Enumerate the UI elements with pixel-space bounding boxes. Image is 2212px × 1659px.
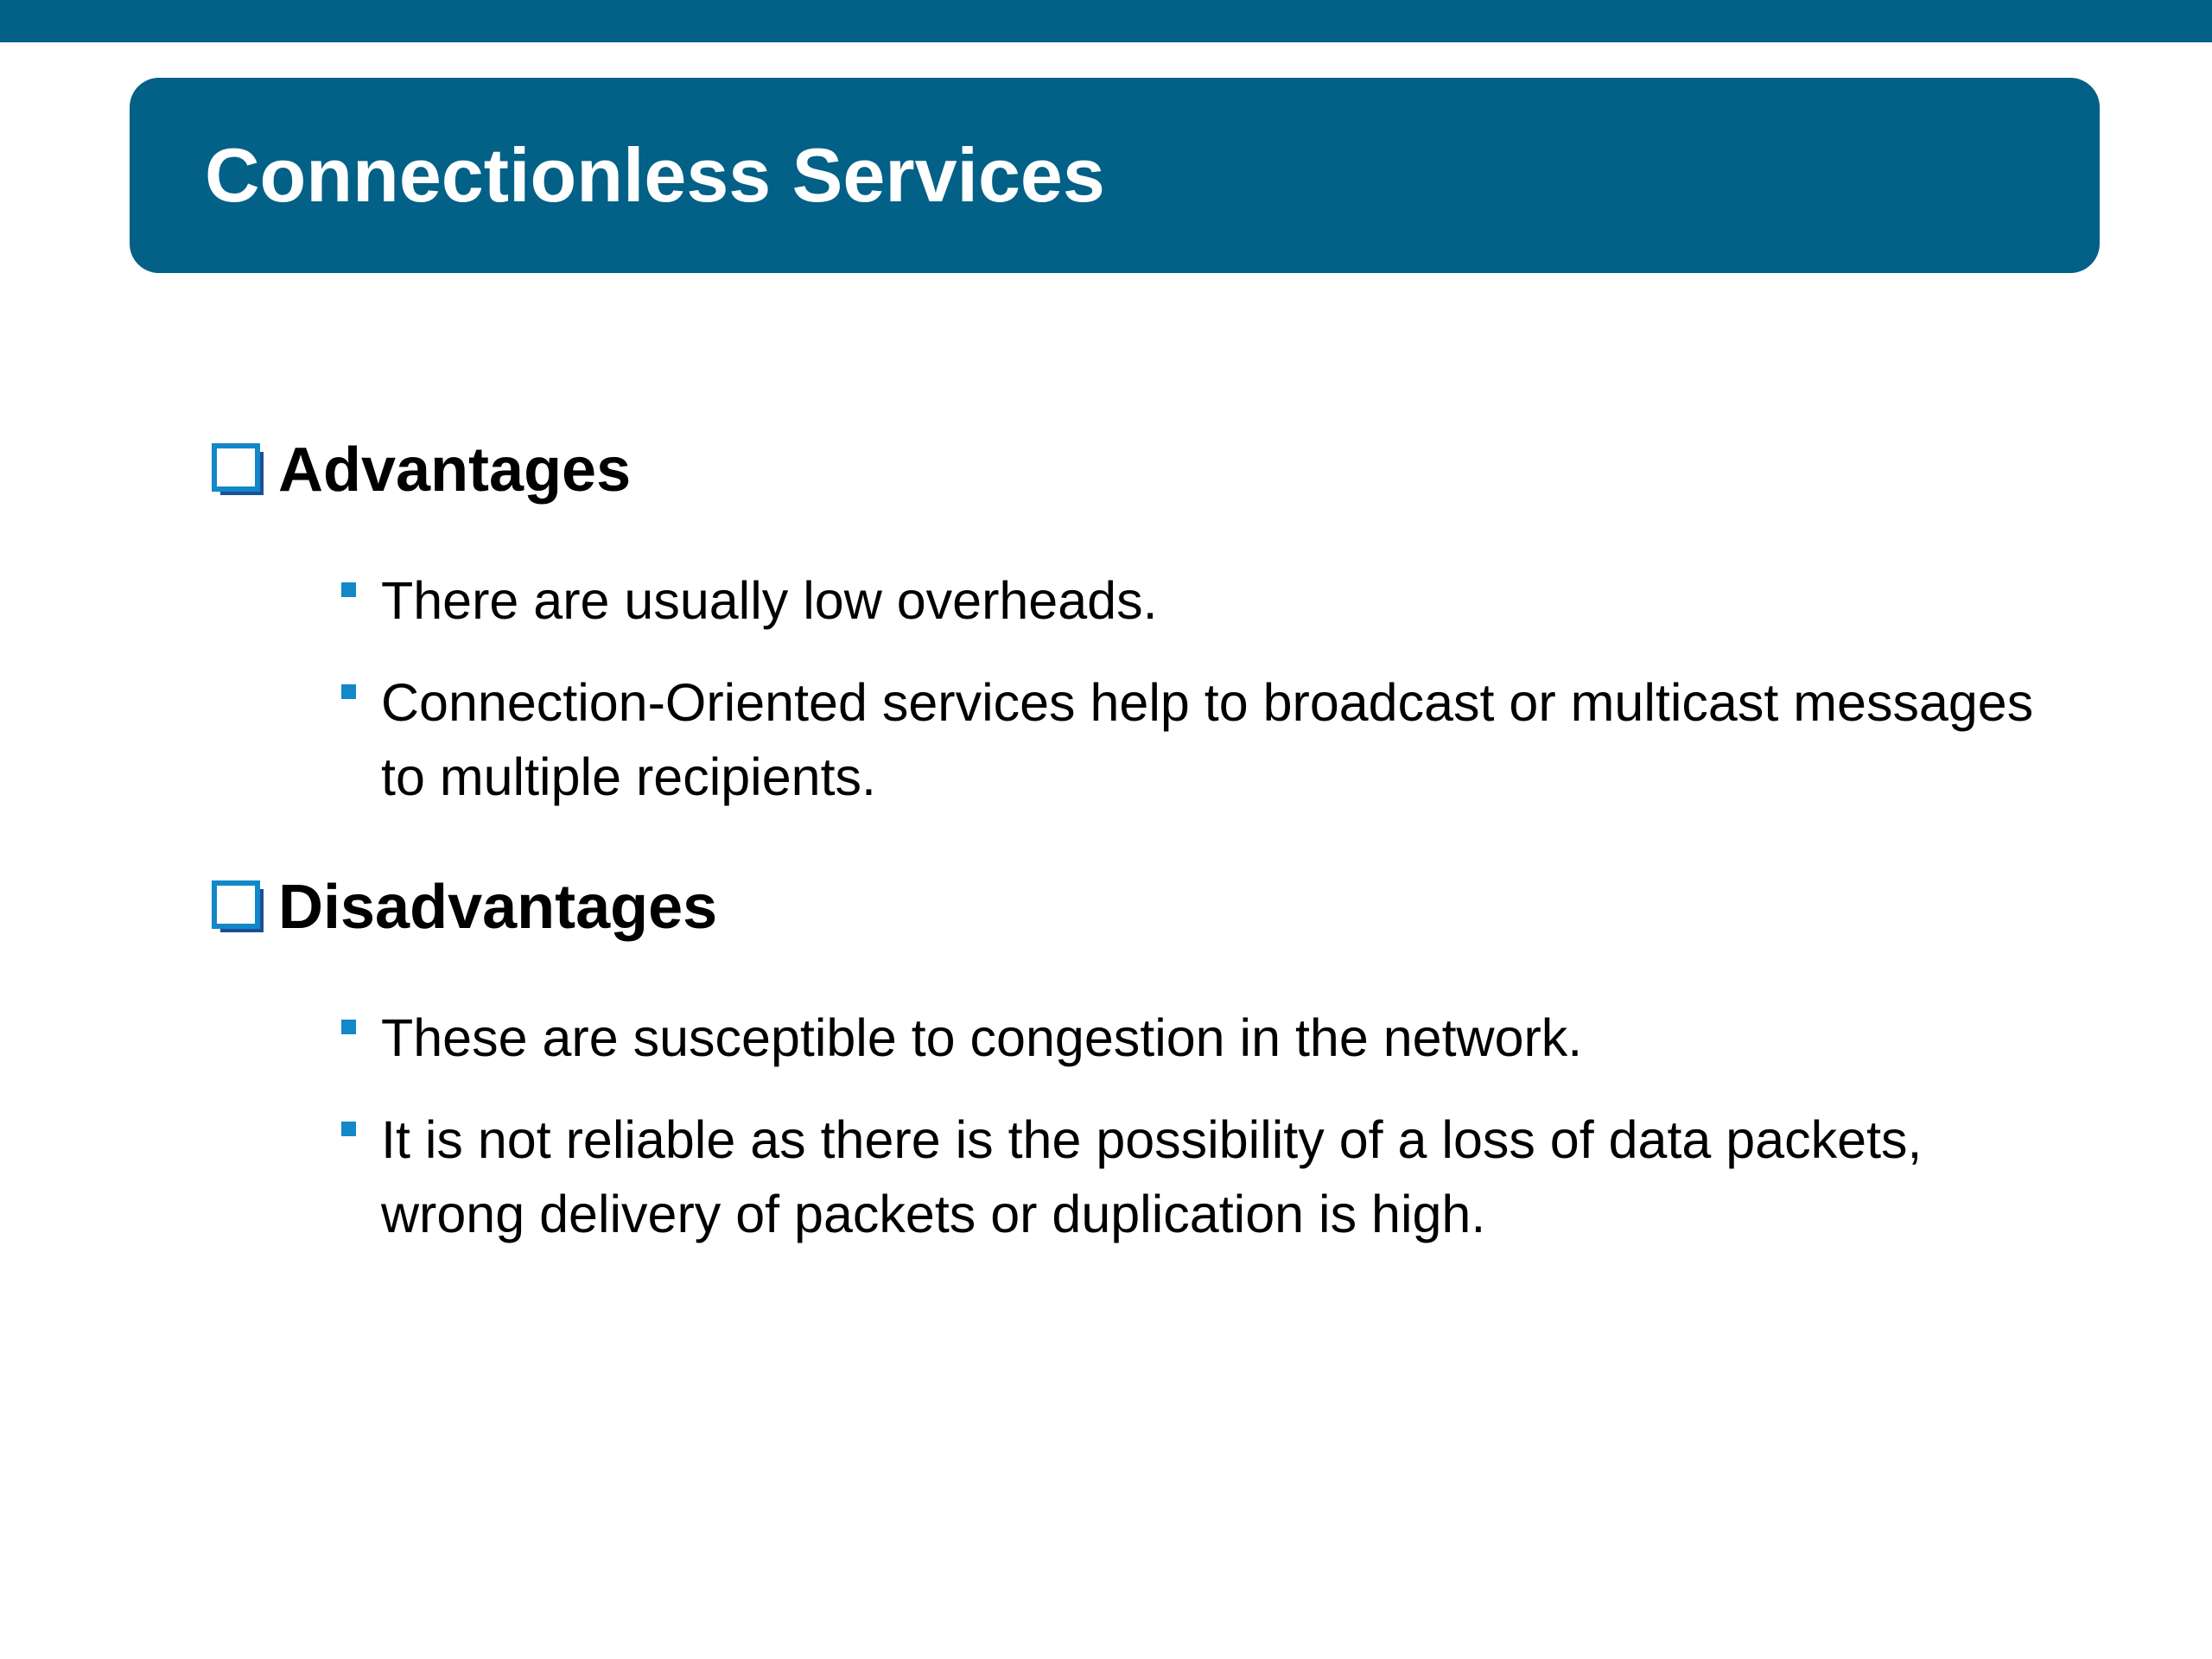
list-item <box>341 1103 2069 1251</box>
square-bullet-icon <box>341 1122 356 1136</box>
section-heading-text: Disadvantages <box>278 873 718 942</box>
disadvantages-heading <box>212 873 718 942</box>
checkbox-icon <box>212 880 266 935</box>
top-accent-bar <box>0 0 2212 42</box>
list-item-text: There are usually low overheads. <box>381 571 1158 630</box>
advantages-heading <box>212 435 632 505</box>
list-item <box>341 563 2069 638</box>
list-item-text: It is not reliable as there is the possibility of a loss of data packets, wrong delivery of packets or duplication is high. <box>381 1110 1923 1243</box>
list-item-text: These are susceptible to congestion in the network. <box>381 1008 1583 1067</box>
list-item <box>341 1001 2069 1075</box>
slide-title: Connectionless Services <box>205 132 1105 218</box>
list-item-text: Connection-Oriented services help to broadcast or multicast messages to multiple recipients. <box>381 673 2034 806</box>
square-bullet-icon <box>341 582 356 597</box>
section-heading-text: Advantages <box>278 435 632 505</box>
square-bullet-icon <box>341 1020 356 1034</box>
square-bullet-icon <box>341 684 356 699</box>
list-item <box>341 665 2069 814</box>
title-banner <box>130 78 2100 273</box>
checkbox-icon <box>212 443 266 498</box>
